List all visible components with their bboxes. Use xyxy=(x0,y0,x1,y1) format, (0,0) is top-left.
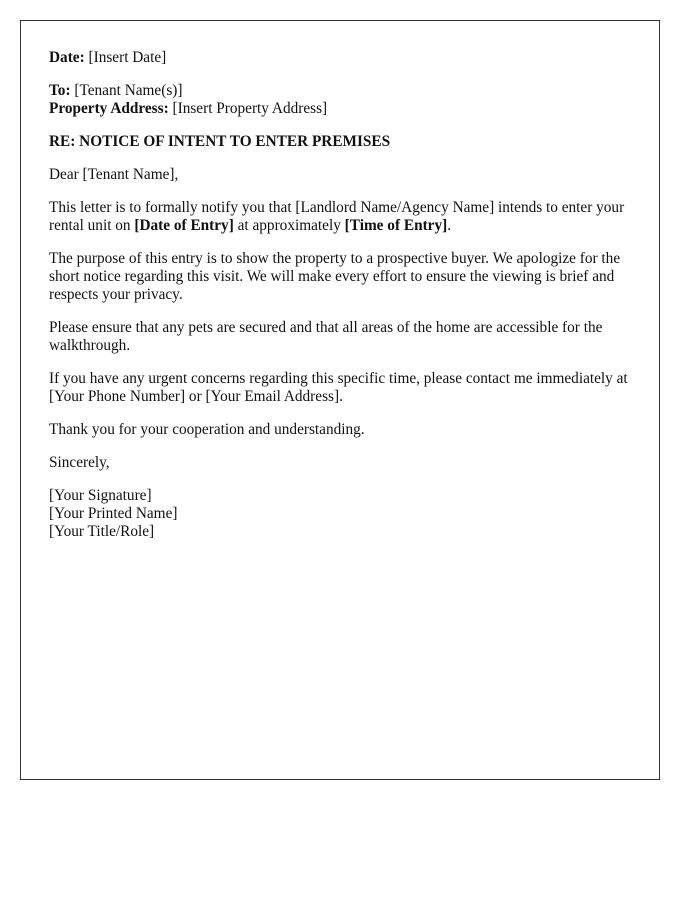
recipient-block xyxy=(49,82,631,118)
closing: Sincerely, xyxy=(49,454,110,471)
date-label: Date: xyxy=(49,49,85,66)
date-of-entry: [Date of Entry] xyxy=(134,217,234,234)
date-value: [Insert Date] xyxy=(88,49,167,66)
property-address-line xyxy=(49,100,631,118)
printed-name: [Your Printed Name] xyxy=(49,505,178,522)
signature-block xyxy=(49,487,631,541)
paragraph-contact: If you have any urgent concerns regarding this specific time, please contact me immediately at [Your Phone Number] or [Your Email Address]. xyxy=(49,370,628,405)
to-label: To: xyxy=(49,82,71,99)
signature: [Your Signature] xyxy=(49,487,152,504)
paragraph-notification-text-before: This letter is to formally notify you that [Landlord Name/Agency Name] intends to enter your rental unit on xyxy=(49,199,625,234)
salutation: Dear [Tenant Name], xyxy=(49,166,179,183)
time-of-entry: [Time of Entry] xyxy=(344,217,448,234)
paragraph-purpose: The purpose of this entry is to show the property to a prospective buyer. We apologize for the short notice regarding this visit. We will make every effort to ensure the viewing is brief and respects your privacy. xyxy=(49,250,621,303)
to-value: [Tenant Name(s)] xyxy=(74,82,183,99)
property-address-label: Property Address: xyxy=(49,100,169,117)
paragraph-notification-text-after: . xyxy=(447,217,452,234)
subject-line: RE: NOTICE OF INTENT TO ENTER PREMISES xyxy=(49,133,391,150)
paragraph-thanks: Thank you for your cooperation and understanding. xyxy=(49,421,365,438)
to-line xyxy=(49,82,631,100)
date-line xyxy=(49,49,631,67)
paragraph-notification xyxy=(49,199,631,235)
property-address-value: [Insert Property Address] xyxy=(172,100,328,117)
paragraph-pets: Please ensure that any pets are secured and that all areas of the home are accessible for the walkthrough. xyxy=(49,319,603,354)
letter-page xyxy=(20,20,660,780)
paragraph-notification-text-middle: at approximately xyxy=(233,217,345,234)
title-role: [Your Title/Role] xyxy=(49,523,155,540)
